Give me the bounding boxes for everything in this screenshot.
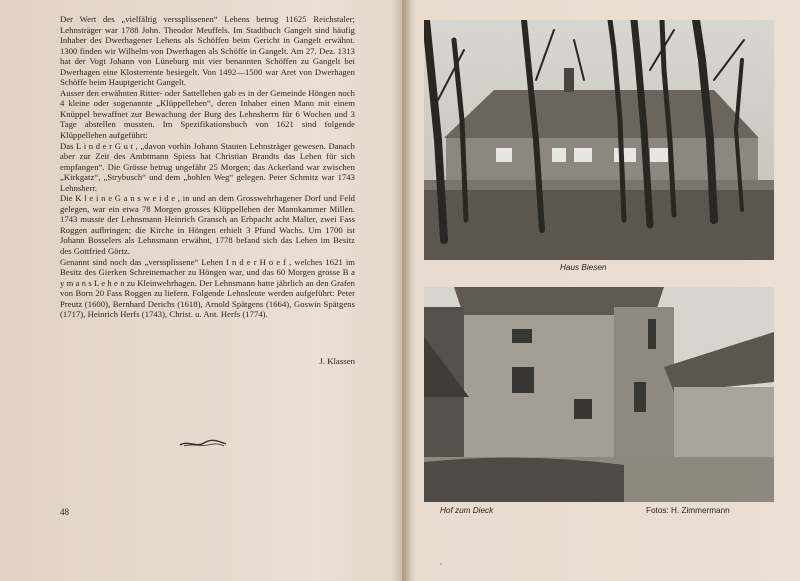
- ornament-flourish: [178, 436, 228, 450]
- paragraph-5: Genannt sind noch das „verssplissene“ Lehen I n d e r H o e f , welches 1621 im Besitz des Gierken Schreinemacher zu Höngen war, und das 60 Morgen grosse B a y m a n s L e h e n zu Kleinwehrhagen. Der Lehnsmann hatte jährlich an den Grafen von Born 20 Fass Roggen zu liefern. Folgende Lehnsleute werden aufgeführt: Peter Preutz (1600), Bernhard Derichs (1618), Arnold Spätgens (1664), Goswin Spätgens (1717), Heinrich Herfs (1743), Christ. u. Ant. Herfs (1774).: [60, 256, 355, 320]
- photo-credit: Fotos: H. Zimmermann: [646, 506, 730, 515]
- paragraph-2: Ausser den erwähnten Ritter- oder Sattellehen gab es in der Gemeinde Höngen noch 4 kleine oder sogenannte „Klüppellehen“, deren Inhaber einen Mann mit einem Knüppel bewaffnet zur Bewachung der Burg des Lehnsherrn für 6 Wochen und 3 Tage abstellen mussten. Im Spezifikationsbuch von 1621 sind folgende Klüppellehen aufgeführt:: [60, 87, 355, 141]
- paragraph-4: Die K l e i n e G a n s w e i d e , in und an dem Grosswehrhagener Dorf und Feld gelegen, war ein etwa 78 Morgen grosses Klüppellehen der Mannkammer Millen. 1743 musste der Lehnsmann Heinrich Gransch an Erbpacht acht Malter, zwei Fass Roggen aufbringen; die Kirche in Höngen erhielt 3 Pfund Wachs. Um 1700 ist Johann Bosselers als Lehnsmann erwähnt, 1778 befand sich das Lehen im Besitz des Gottfried Görtz.: [60, 193, 355, 257]
- paragraph-1: Der Wert des „vielfältig verssplissenen“ Lehens betrug 11625 Reichstaler; Lehnsträger war 1788 John. Theodor Meuffels. Im Stadtbuch Gangelt sind häufig Inhaber des Dwerhagener Lehens als Schöffen beim Gericht in Gangelt erwähnt. 1300 finden wir Wilhelm von Dwerhagen als Schöffe in Gangelt. Am 27. Dez. 1313 hat der Vogt Johann von Lüneburg mit vier benannten Schöffen zu Gangelt bei Dwerhagen eine Klosterrente besiegelt. Von 1492—1500 war Aret von Dwerhagen Schöffe beim Hauptgericht Gangelt.: [60, 14, 355, 88]
- caption-hof-zum-dieck: Hof zum Dieck: [440, 506, 494, 515]
- photo-haus-biesen: [424, 20, 774, 260]
- paragraph-3: Das L i n d e r G u t , „davon vorhin Johann Stauten Lehnsträger gewesen. Danach aber zur Zeit des Ambtmann Spiess hat Christian Brandts das Lehen für sich empfangen“. Die Grösse betrug ungefähr 25 Morgen; das Ackerland war zwischen „Kirkgatz“, „Strybusch“ und dem „hohlen Weg“ gelegen. Peter Schmitz war 1743 Lehnsherr.: [60, 140, 355, 193]
- book-gutter: [402, 0, 410, 581]
- right-page: [410, 0, 800, 581]
- article-text: [60, 14, 355, 320]
- caption-haus-biesen: Haus Biesen: [560, 263, 607, 272]
- page-mark: ˈ: [440, 563, 442, 571]
- photo-hof-zum-dieck: [424, 287, 774, 502]
- page-number: 48: [60, 507, 69, 517]
- author-signature: J. Klassen: [319, 356, 355, 366]
